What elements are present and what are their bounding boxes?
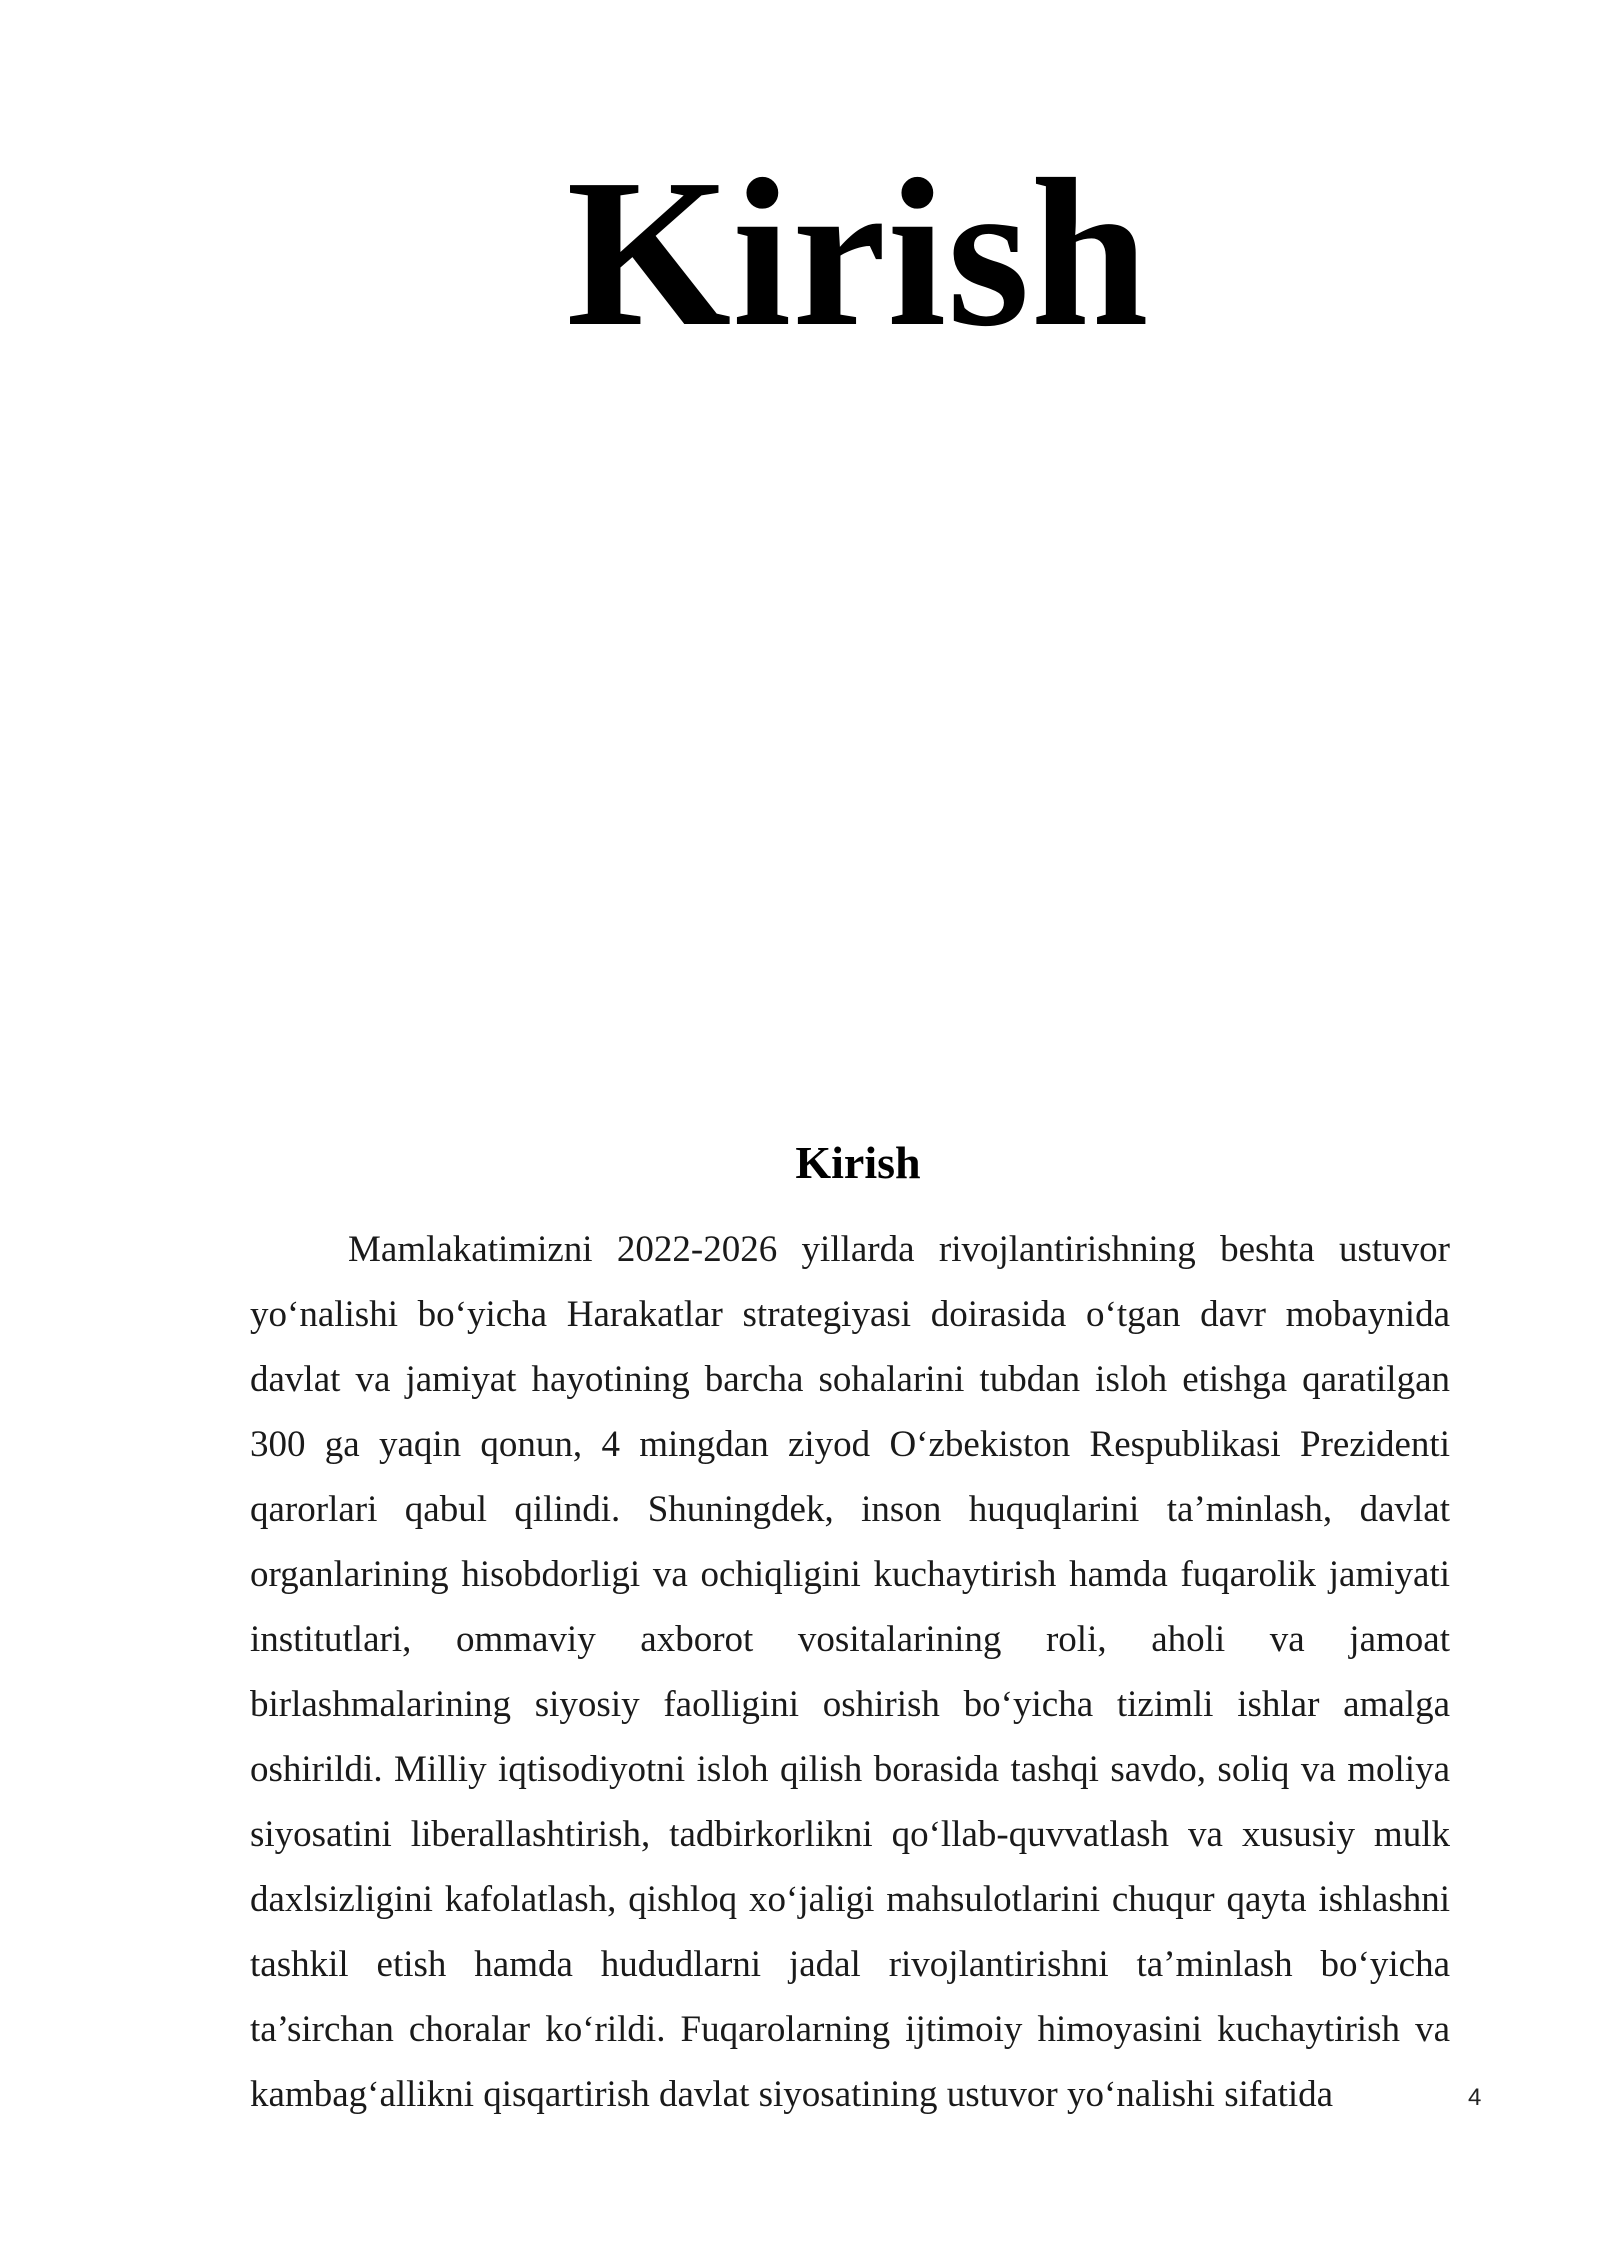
body-paragraph: Mamlakatimizni 2022-2026 yillarda rivojlantirishning beshta ustuvor yo‘nalishi bo‘yicha Harakatlar strategiyasi doirasida o‘tgan davr mobaynida davlat va jamiyat hayotining barcha sohalarini tubdan isloh etishga qaratilgan 300 ga yaqin qonun, 4 mingdan ziyod O‘zbekiston Respublikasi Prezidenti qarorlari qabul qilindi. Shuningdek, inson huquqlarini ta’minlash, davlat organlarining hisobdorligi va ochiqligini kuchaytirish hamda fuqarolik jamiyati institutlari, ommaviy axborot vositalarining roli, aholi va jamoat birlashmalarining siyosiy faolligini oshirish bo‘yicha tizimli ishlar amalga oshirildi. Milliy iqtisodiyotni isloh qilish borasida tashqi savdo, soliq va moliya siyosatini liberallashtirish, tadbirkorlikni qo‘llab-quvvatlash va xususiy mulk daxlsizligini kafolatlash, qishloq xo‘jaligi mahsulotlarini chuqur qayta ishlashni tashkil etish hamda hududlarni jadal rivojlantirishni ta’minlash bo‘yicha ta’sirchan choralar ko‘rildi. Fuqarolarning ijtimoiy himoyasini kuchaytirish va kambag‘allikni qisqartirish davlat siyosatining ustuvor yo‘nalishi sifatida [250, 1229, 1450, 2115]
page-title: Kirish [566, 135, 1150, 370]
page-number: 4 [1468, 2084, 1482, 2111]
section-heading: Kirish [795, 1137, 921, 1188]
